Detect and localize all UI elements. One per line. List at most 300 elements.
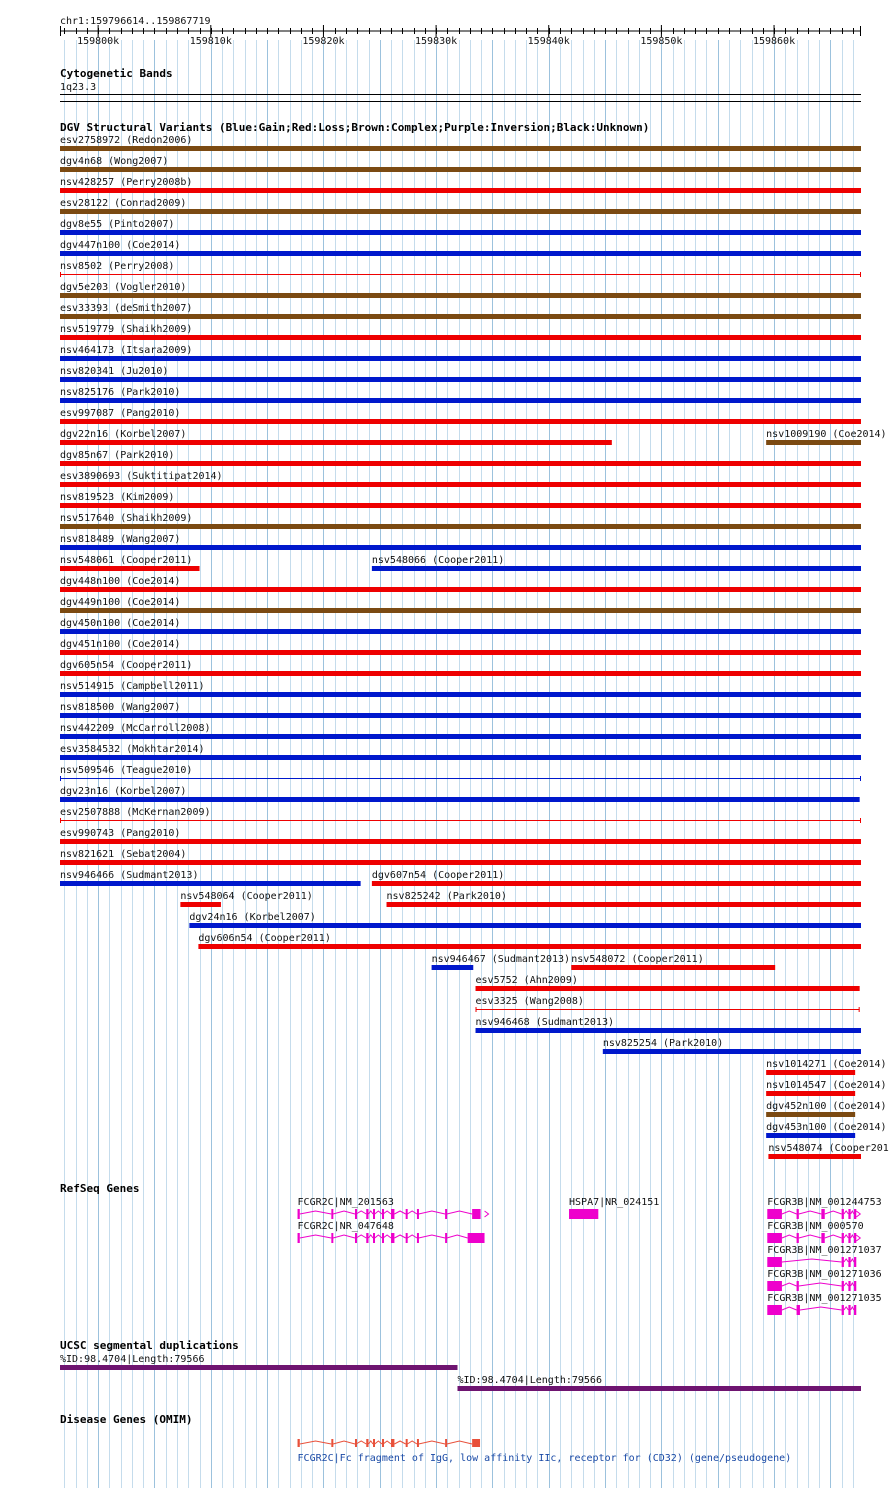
dgv-feature[interactable] — [60, 723, 861, 739]
dgv-feature-bar[interactable] — [60, 566, 200, 571]
dgv-feature-bar[interactable] — [60, 482, 861, 487]
dgv-feature[interactable] — [60, 135, 861, 151]
dgv-feature-bar[interactable] — [60, 503, 861, 508]
dgv-feature-bar[interactable] — [60, 440, 612, 445]
dgv-feature[interactable] — [180, 891, 312, 907]
refseq-intron — [407, 1211, 417, 1214]
dgv-feature[interactable] — [476, 1017, 861, 1033]
dgv-feature[interactable] — [60, 576, 861, 592]
dgv-feature-bar[interactable] — [766, 1091, 855, 1096]
dgv-feature[interactable] — [766, 1080, 886, 1096]
dgv-feature[interactable] — [766, 1101, 886, 1117]
location-label: chr1:159796614..159867719 — [60, 16, 211, 27]
ruler-tick-label: 159800k — [77, 36, 120, 47]
omim-exon — [391, 1439, 394, 1447]
dgv-feature-label[interactable]: nsv825242 (Park2010) — [386, 891, 507, 902]
dgv-feature[interactable] — [571, 954, 775, 970]
refseq-exon — [406, 1209, 408, 1219]
dgv-feature-bar[interactable] — [476, 1028, 861, 1033]
dgv-feature-label[interactable]: nsv1014547 (Coe2014) — [766, 1080, 887, 1091]
omim-gene-label[interactable]: FCGR2C|Fc fragment of IgG, low affinity IIc, receptor for (CD32) (gene/pseudogene) — [297, 1453, 792, 1464]
refseq-exon — [355, 1233, 357, 1243]
omim-gene[interactable] — [298, 1439, 792, 1464]
refseq-exon — [854, 1257, 856, 1267]
dgv-feature[interactable] — [60, 471, 861, 487]
refseq-gene-label[interactable]: FCGR2C|NM_201563 — [297, 1197, 394, 1208]
dgv-feature-label[interactable]: nsv548061 (Cooper2011) — [60, 555, 193, 566]
refseq-intron — [851, 1235, 854, 1238]
omim-intron — [419, 1441, 445, 1444]
refseq-exon — [767, 1305, 782, 1315]
dgv-feature-bar[interactable] — [60, 629, 861, 634]
refseq-exon — [848, 1281, 850, 1291]
refseq-track-title: RefSeq Genes — [60, 1182, 140, 1195]
dgv-feature-end-tick — [860, 818, 861, 823]
dgv-feature[interactable] — [60, 555, 200, 571]
dgv-feature-end-tick — [60, 776, 61, 781]
ruler-tick-label: 159840k — [527, 36, 570, 47]
omim-intron — [394, 1441, 405, 1444]
dgv-feature[interactable] — [60, 219, 861, 235]
dgv-feature-bar[interactable] — [60, 881, 361, 886]
dgv-feature-bar[interactable] — [198, 944, 861, 949]
dgv-feature-label[interactable]: nsv818489 (Wang2007) — [60, 534, 181, 545]
refseq-intron — [782, 1307, 797, 1310]
dgv-feature-label[interactable]: dgv449n100 (Coe2014) — [60, 597, 181, 608]
dgv-feature-label[interactable]: nsv428257 (Perry2008b) — [60, 177, 193, 188]
dgv-feature-bar[interactable] — [60, 146, 861, 151]
dgv-feature-label[interactable]: dgv22n16 (Korbel2007) — [60, 429, 187, 440]
dgv-feature-label[interactable]: nsv514915 (Campbell2011) — [60, 681, 205, 692]
dgv-feature-label[interactable]: nsv548066 (Cooper2011) — [371, 555, 505, 566]
dgv-feature-label[interactable]: nsv8502 (Perry2008) — [60, 261, 175, 272]
dgv-feature-bar[interactable] — [766, 440, 861, 445]
refseq-intron — [782, 1283, 797, 1286]
dgv-feature[interactable] — [60, 282, 861, 298]
dgv-feature[interactable] — [60, 597, 861, 613]
dgv-feature-label[interactable]: dgv8e55 (Pinto2007) — [60, 219, 175, 230]
dgv-feature-label[interactable]: dgv607n54 (Cooper2011) — [371, 870, 505, 881]
refseq-gene-label[interactable]: FCGR3B|NM_001271037 — [767, 1245, 882, 1256]
dgv-feature-label[interactable]: nsv946466 (Sudmant2013) — [60, 870, 199, 881]
dgv-feature[interactable] — [60, 177, 861, 193]
dgv-track-title: DGV Structural Variants (Blue:Gain;Red:Loss;Brown:Complex;Purple:Inversion;Black:Unknown) — [60, 121, 650, 134]
dgv-feature-bar[interactable] — [60, 671, 861, 676]
dgv-feature[interactable] — [198, 933, 861, 949]
refseq-intron — [851, 1211, 854, 1214]
dgv-feature[interactable] — [768, 1143, 888, 1159]
refseq-intron — [383, 1235, 391, 1238]
refseq-exon — [767, 1233, 782, 1243]
dgv-feature[interactable] — [60, 618, 861, 634]
refseq-exon — [797, 1281, 799, 1291]
dgv-feature[interactable] — [60, 513, 861, 529]
dgv-feature[interactable] — [60, 681, 861, 697]
dgv-feature[interactable] — [60, 765, 861, 781]
refseq-intron — [799, 1235, 822, 1238]
refseq-exon — [854, 1233, 856, 1243]
dgv-feature-label[interactable]: nsv548074 (Cooper201 — [768, 1143, 889, 1154]
refseq-exon — [417, 1209, 419, 1219]
segdup-feature-bar[interactable] — [457, 1386, 861, 1391]
dgv-feature-label[interactable]: nsv820341 (Ju2010) — [60, 366, 169, 377]
dgv-feature-bar[interactable] — [60, 587, 861, 592]
dgv-feature-end-tick — [860, 272, 861, 277]
refseq-intron — [851, 1259, 854, 1262]
refseq-exon — [331, 1233, 333, 1243]
dgv-feature-bar[interactable] — [60, 778, 861, 779]
dgv-feature-end-tick — [859, 1007, 860, 1012]
dgv-feature-bar[interactable] — [766, 1070, 855, 1075]
dgv-feature[interactable] — [372, 555, 861, 571]
dgv-feature-end-tick — [60, 272, 61, 277]
refseq-exon — [767, 1257, 782, 1267]
refseq-transcript[interactable] — [569, 1209, 598, 1219]
dgv-feature[interactable] — [387, 891, 861, 907]
dgv-feature[interactable] — [60, 429, 612, 445]
dgv-feature[interactable] — [189, 912, 861, 928]
dgv-feature-bar[interactable] — [60, 650, 861, 655]
dgv-feature-label[interactable]: esv3890693 (Suktitipat2014) — [60, 471, 223, 482]
dgv-feature-label[interactable]: dgv23n16 (Korbel2007) — [60, 786, 187, 797]
refseq-exon — [767, 1281, 782, 1291]
refseq-transcript[interactable] — [767, 1233, 860, 1243]
dgv-feature[interactable] — [60, 660, 861, 676]
refseq-intron — [356, 1211, 366, 1214]
dgv-feature[interactable] — [766, 1122, 886, 1138]
refseq-exon — [366, 1209, 368, 1219]
dgv-feature[interactable] — [476, 996, 860, 1012]
dgv-feature-label[interactable]: dgv452n100 (Coe2014) — [766, 1101, 887, 1112]
dgv-feature-bar[interactable] — [60, 524, 861, 529]
refseq-intron — [394, 1211, 405, 1214]
refseq-track — [60, 1182, 882, 1315]
dgv-feature-bar[interactable] — [60, 734, 861, 739]
refseq-exon — [569, 1209, 598, 1219]
refseq-transcript[interactable] — [767, 1305, 856, 1315]
dgv-feature-bar[interactable] — [60, 839, 861, 844]
dgv-feature-label[interactable]: esv990743 (Pang2010) — [60, 828, 181, 839]
segdup-track — [60, 1339, 861, 1391]
dgv-feature-bar[interactable] — [60, 209, 861, 214]
dgv-feature-bar[interactable] — [603, 1049, 861, 1054]
segdup-feature-label[interactable]: %ID:98.4704|Length:79566 — [457, 1375, 602, 1386]
dgv-feature[interactable] — [60, 807, 861, 823]
refseq-exon — [848, 1257, 850, 1267]
dgv-feature-label[interactable]: esv33393 (deSmith2007) — [60, 303, 193, 314]
dgv-feature[interactable] — [60, 324, 861, 340]
dgv-feature-bar[interactable] — [180, 902, 221, 907]
dgv-feature-bar[interactable] — [60, 314, 861, 319]
refseq-exon — [854, 1305, 856, 1315]
dgv-feature[interactable] — [60, 408, 861, 424]
dgv-feature-bar[interactable] — [60, 188, 861, 193]
dgv-track — [60, 121, 889, 1159]
dgv-feature-label[interactable]: dgv5e203 (Vogler2010) — [60, 282, 187, 293]
dgv-feature-bar[interactable] — [60, 293, 861, 298]
refseq-strand-arrow — [485, 1211, 489, 1217]
dgv-feature[interactable] — [60, 303, 861, 319]
refseq-intron — [782, 1211, 797, 1214]
dgv-feature-label[interactable]: dgv4n68 (Wong2007) — [60, 156, 169, 167]
ruler-tick-label: 159820k — [302, 36, 345, 47]
refseq-intron — [851, 1283, 854, 1286]
dgv-feature-bar[interactable] — [60, 251, 861, 256]
refseq-intron — [419, 1235, 445, 1238]
dgv-feature-label[interactable]: nsv464173 (Itsara2009) — [60, 345, 193, 356]
dgv-feature[interactable] — [60, 261, 861, 277]
dgv-feature[interactable] — [476, 975, 860, 991]
dgv-feature-bar[interactable] — [768, 1154, 861, 1159]
dgv-feature-label[interactable]: nsv517640 (Shaikh2009) — [60, 513, 193, 524]
refseq-exon — [366, 1233, 368, 1243]
dgv-feature-end-tick — [60, 818, 61, 823]
refseq-intron — [844, 1259, 849, 1262]
omim-intron — [375, 1441, 382, 1444]
dgv-feature-bar[interactable] — [60, 608, 861, 613]
ruler-tick-label: 159810k — [189, 36, 232, 47]
omim-intron — [300, 1441, 332, 1444]
dgv-feature[interactable] — [60, 744, 861, 760]
refseq-exon — [842, 1233, 844, 1243]
dgv-feature-bar[interactable] — [60, 377, 861, 382]
dgv-feature[interactable] — [766, 429, 886, 445]
dgv-feature-label[interactable]: esv997087 (Pang2010) — [60, 408, 181, 419]
dgv-feature-label[interactable]: dgv85n67 (Park2010) — [60, 450, 175, 461]
dgv-feature-bar[interactable] — [476, 1009, 860, 1010]
refseq-transcript[interactable] — [298, 1209, 489, 1219]
dgv-feature-label[interactable]: esv28122 (Conrad2009) — [60, 198, 187, 209]
ruler-tick-label: 159860k — [752, 36, 796, 47]
dgv-feature-bar[interactable] — [60, 820, 861, 821]
dgv-feature-label[interactable]: nsv519779 (Shaikh2009) — [60, 324, 193, 335]
dgv-feature-bar[interactable] — [60, 419, 861, 424]
dgv-feature-bar[interactable] — [60, 274, 861, 275]
dgv-feature-label[interactable]: dgv451n100 (Coe2014) — [60, 639, 181, 650]
dgv-feature-label[interactable]: nsv548064 (Cooper2011) — [180, 891, 313, 902]
dgv-feature[interactable] — [372, 870, 861, 886]
refseq-exon — [842, 1281, 844, 1291]
dgv-feature-bar[interactable] — [476, 986, 860, 991]
refseq-exon — [797, 1233, 799, 1243]
refseq-intron — [844, 1283, 849, 1286]
dgv-feature-label[interactable]: esv2758972 (Redon2006) — [60, 135, 193, 146]
segdup-feature-label[interactable]: %ID:98.4704|Length:79566 — [60, 1354, 205, 1365]
dgv-feature-label[interactable]: dgv448n100 (Coe2014) — [60, 576, 181, 587]
dgv-feature[interactable] — [60, 786, 860, 802]
dgv-feature-bar[interactable] — [60, 356, 861, 361]
dgv-feature-label[interactable]: nsv946467 (Sudmant2013) — [431, 954, 571, 965]
dgv-feature-end-tick — [860, 776, 861, 781]
refseq-intron — [407, 1235, 417, 1238]
refseq-gene-label[interactable]: FCGR2C|NR_047648 — [297, 1221, 394, 1232]
segdup-feature-bar[interactable] — [60, 1365, 457, 1370]
refseq-gene-label[interactable]: FCGR3B|NM_000570 — [767, 1221, 864, 1232]
dgv-feature[interactable] — [60, 849, 861, 865]
segdup-feature[interactable] — [457, 1375, 861, 1391]
dgv-feature-label[interactable]: nsv509546 (Teague2010) — [60, 765, 193, 776]
dgv-feature-bar[interactable] — [372, 881, 861, 886]
dgv-feature[interactable] — [60, 366, 861, 382]
refseq-strand-arrow — [856, 1235, 860, 1241]
dgv-feature-label[interactable]: nsv825176 (Park2010) — [60, 387, 181, 398]
omim-exon — [406, 1439, 408, 1447]
dgv-feature-label[interactable]: nsv946468 (Sudmant2013) — [475, 1017, 615, 1028]
refseq-intron — [844, 1307, 849, 1310]
omim-intron — [407, 1441, 417, 1444]
refseq-intron — [447, 1235, 468, 1238]
dgv-feature-label[interactable]: esv5752 (Ahn2009) — [475, 975, 578, 986]
refseq-exon — [848, 1209, 850, 1219]
refseq-exon — [472, 1209, 480, 1219]
omim-exon — [355, 1439, 357, 1447]
dgv-feature-label[interactable]: nsv548072 (Cooper2011) — [571, 954, 704, 965]
refseq-intron — [825, 1211, 842, 1214]
refseq-intron — [394, 1235, 405, 1238]
dgv-feature-label[interactable]: esv3584532 (Mokhtar2014) — [60, 744, 205, 755]
dgv-feature-label[interactable]: esv3325 (Wang2008) — [475, 996, 584, 1007]
refseq-intron — [375, 1235, 382, 1238]
dgv-feature[interactable] — [60, 639, 861, 655]
refseq-exon — [854, 1281, 856, 1291]
dgv-feature-bar[interactable] — [60, 545, 861, 550]
refseq-transcript[interactable] — [298, 1233, 485, 1243]
omim-track-title: Disease Genes (OMIM) — [60, 1413, 193, 1426]
refseq-gene-label[interactable]: FCGR3B|NM_001244753 — [767, 1197, 882, 1208]
dgv-feature-bar[interactable] — [766, 1112, 855, 1117]
dgv-feature[interactable] — [60, 345, 861, 361]
omim-exon — [417, 1439, 419, 1447]
refseq-intron — [447, 1211, 472, 1214]
refseq-exon — [445, 1209, 447, 1219]
refseq-intron — [851, 1307, 854, 1310]
dgv-feature-bar[interactable] — [60, 755, 861, 760]
dgv-feature-bar[interactable] — [571, 965, 775, 970]
dgv-feature-bar[interactable] — [60, 230, 861, 235]
refseq-intron — [369, 1211, 374, 1214]
dgv-feature-bar[interactable] — [372, 566, 861, 571]
dgv-feature-label[interactable]: nsv821621 (Sebat2004) — [60, 849, 187, 860]
dgv-feature[interactable] — [60, 387, 861, 403]
refseq-exon — [298, 1233, 300, 1243]
dgv-feature-label[interactable]: dgv24n16 (Korbel2007) — [189, 912, 316, 923]
dgv-feature-label[interactable]: dgv605n54 (Cooper2011) — [60, 660, 193, 671]
dgv-feature[interactable] — [60, 870, 361, 886]
dgv-feature-label[interactable]: dgv606n54 (Cooper2011) — [198, 933, 331, 944]
dgv-feature-bar[interactable] — [60, 692, 861, 697]
refseq-strand-arrow — [856, 1211, 860, 1217]
refseq-intron — [799, 1211, 822, 1214]
dgv-feature-bar[interactable] — [60, 860, 861, 865]
dgv-feature-bar[interactable] — [387, 902, 861, 907]
dgv-feature-bar[interactable] — [189, 923, 861, 928]
refseq-exon — [848, 1233, 850, 1243]
refseq-exon — [331, 1209, 333, 1219]
dgv-feature-bar[interactable] — [766, 1133, 855, 1138]
refseq-exon — [854, 1209, 856, 1219]
dgv-feature-label[interactable]: dgv453n100 (Coe2014) — [766, 1122, 887, 1133]
refseq-exon — [445, 1233, 447, 1243]
dgv-feature-bar[interactable] — [60, 335, 861, 340]
dgv-feature-label[interactable]: nsv819523 (Kim2009) — [60, 492, 175, 503]
refseq-exon — [797, 1209, 799, 1219]
omim-intron — [369, 1441, 374, 1444]
refseq-intron — [782, 1259, 842, 1262]
dgv-feature[interactable] — [432, 954, 570, 970]
dgv-feature-label[interactable]: nsv818500 (Wang2007) — [60, 702, 181, 713]
refseq-exon — [391, 1233, 394, 1243]
segdup-feature[interactable] — [60, 1354, 457, 1370]
dgv-feature-label[interactable]: nsv442209 (McCarroll2008) — [60, 723, 211, 734]
refseq-exon — [298, 1209, 300, 1219]
refseq-exon — [821, 1233, 824, 1243]
refseq-gene-label[interactable]: FCGR3B|NM_001271036 — [767, 1269, 882, 1280]
dgv-feature[interactable] — [766, 1059, 886, 1075]
dgv-feature-bar[interactable] — [60, 398, 861, 403]
refseq-exon — [468, 1233, 485, 1243]
dgv-feature[interactable] — [603, 1038, 861, 1054]
dgv-feature-end-tick — [476, 1007, 477, 1012]
omim-intron — [383, 1441, 391, 1444]
refseq-exon — [848, 1305, 850, 1315]
refseq-intron — [782, 1235, 797, 1238]
cytoband-label: 1q23.3 — [60, 82, 97, 93]
dgv-feature-bar[interactable] — [432, 965, 474, 970]
refseq-exon — [417, 1233, 419, 1243]
refseq-transcript[interactable] — [767, 1209, 860, 1219]
dgv-feature[interactable] — [60, 156, 861, 172]
omim-exon — [331, 1439, 333, 1447]
refseq-transcript[interactable] — [767, 1257, 856, 1267]
dgv-feature-label[interactable]: nsv825254 (Park2010) — [602, 1038, 724, 1049]
omim-exon — [298, 1439, 300, 1447]
dgv-feature-bar[interactable] — [60, 797, 860, 802]
dgv-feature-label[interactable]: nsv1014271 (Coe2014) — [766, 1059, 887, 1070]
refseq-intron — [800, 1307, 842, 1310]
dgv-feature[interactable] — [60, 240, 861, 256]
refseq-intron — [300, 1235, 332, 1238]
dgv-feature-label[interactable]: esv2507888 (McKernan2009) — [60, 807, 211, 818]
omim-exon — [445, 1439, 447, 1447]
dgv-feature[interactable] — [60, 450, 861, 466]
dgv-feature-label[interactable]: dgv447n100 (Coe2014) — [60, 240, 181, 251]
omim-intron — [333, 1441, 355, 1444]
dgv-feature[interactable] — [60, 702, 861, 718]
dgv-feature-label[interactable]: nsv1009190 (Coe2014) — [766, 429, 887, 440]
refseq-gene-label[interactable]: HSPA7|NR_024151 — [569, 1197, 660, 1208]
dgv-feature-bar[interactable] — [60, 713, 861, 718]
dgv-feature[interactable] — [60, 492, 861, 508]
refseq-intron — [300, 1211, 332, 1214]
dgv-feature[interactable] — [60, 534, 861, 550]
refseq-intron — [419, 1211, 445, 1214]
refseq-intron — [356, 1235, 366, 1238]
refseq-exon — [373, 1209, 375, 1219]
refseq-exon — [842, 1305, 844, 1315]
refseq-gene-label[interactable]: FCGR3B|NM_001271035 — [767, 1293, 882, 1304]
dgv-feature[interactable] — [60, 198, 861, 214]
dgv-feature[interactable] — [60, 828, 861, 844]
cytoband-track — [60, 67, 861, 102]
dgv-feature-label[interactable]: dgv450n100 (Coe2014) — [60, 618, 181, 629]
dgv-feature-bar[interactable] — [60, 461, 861, 466]
refseq-intron — [844, 1235, 849, 1238]
dgv-feature-bar[interactable] — [60, 167, 861, 172]
refseq-transcript[interactable] — [767, 1281, 856, 1291]
refseq-exon — [382, 1233, 384, 1243]
omim-exon — [366, 1439, 368, 1447]
ruler-tick-label: 159850k — [640, 36, 683, 47]
